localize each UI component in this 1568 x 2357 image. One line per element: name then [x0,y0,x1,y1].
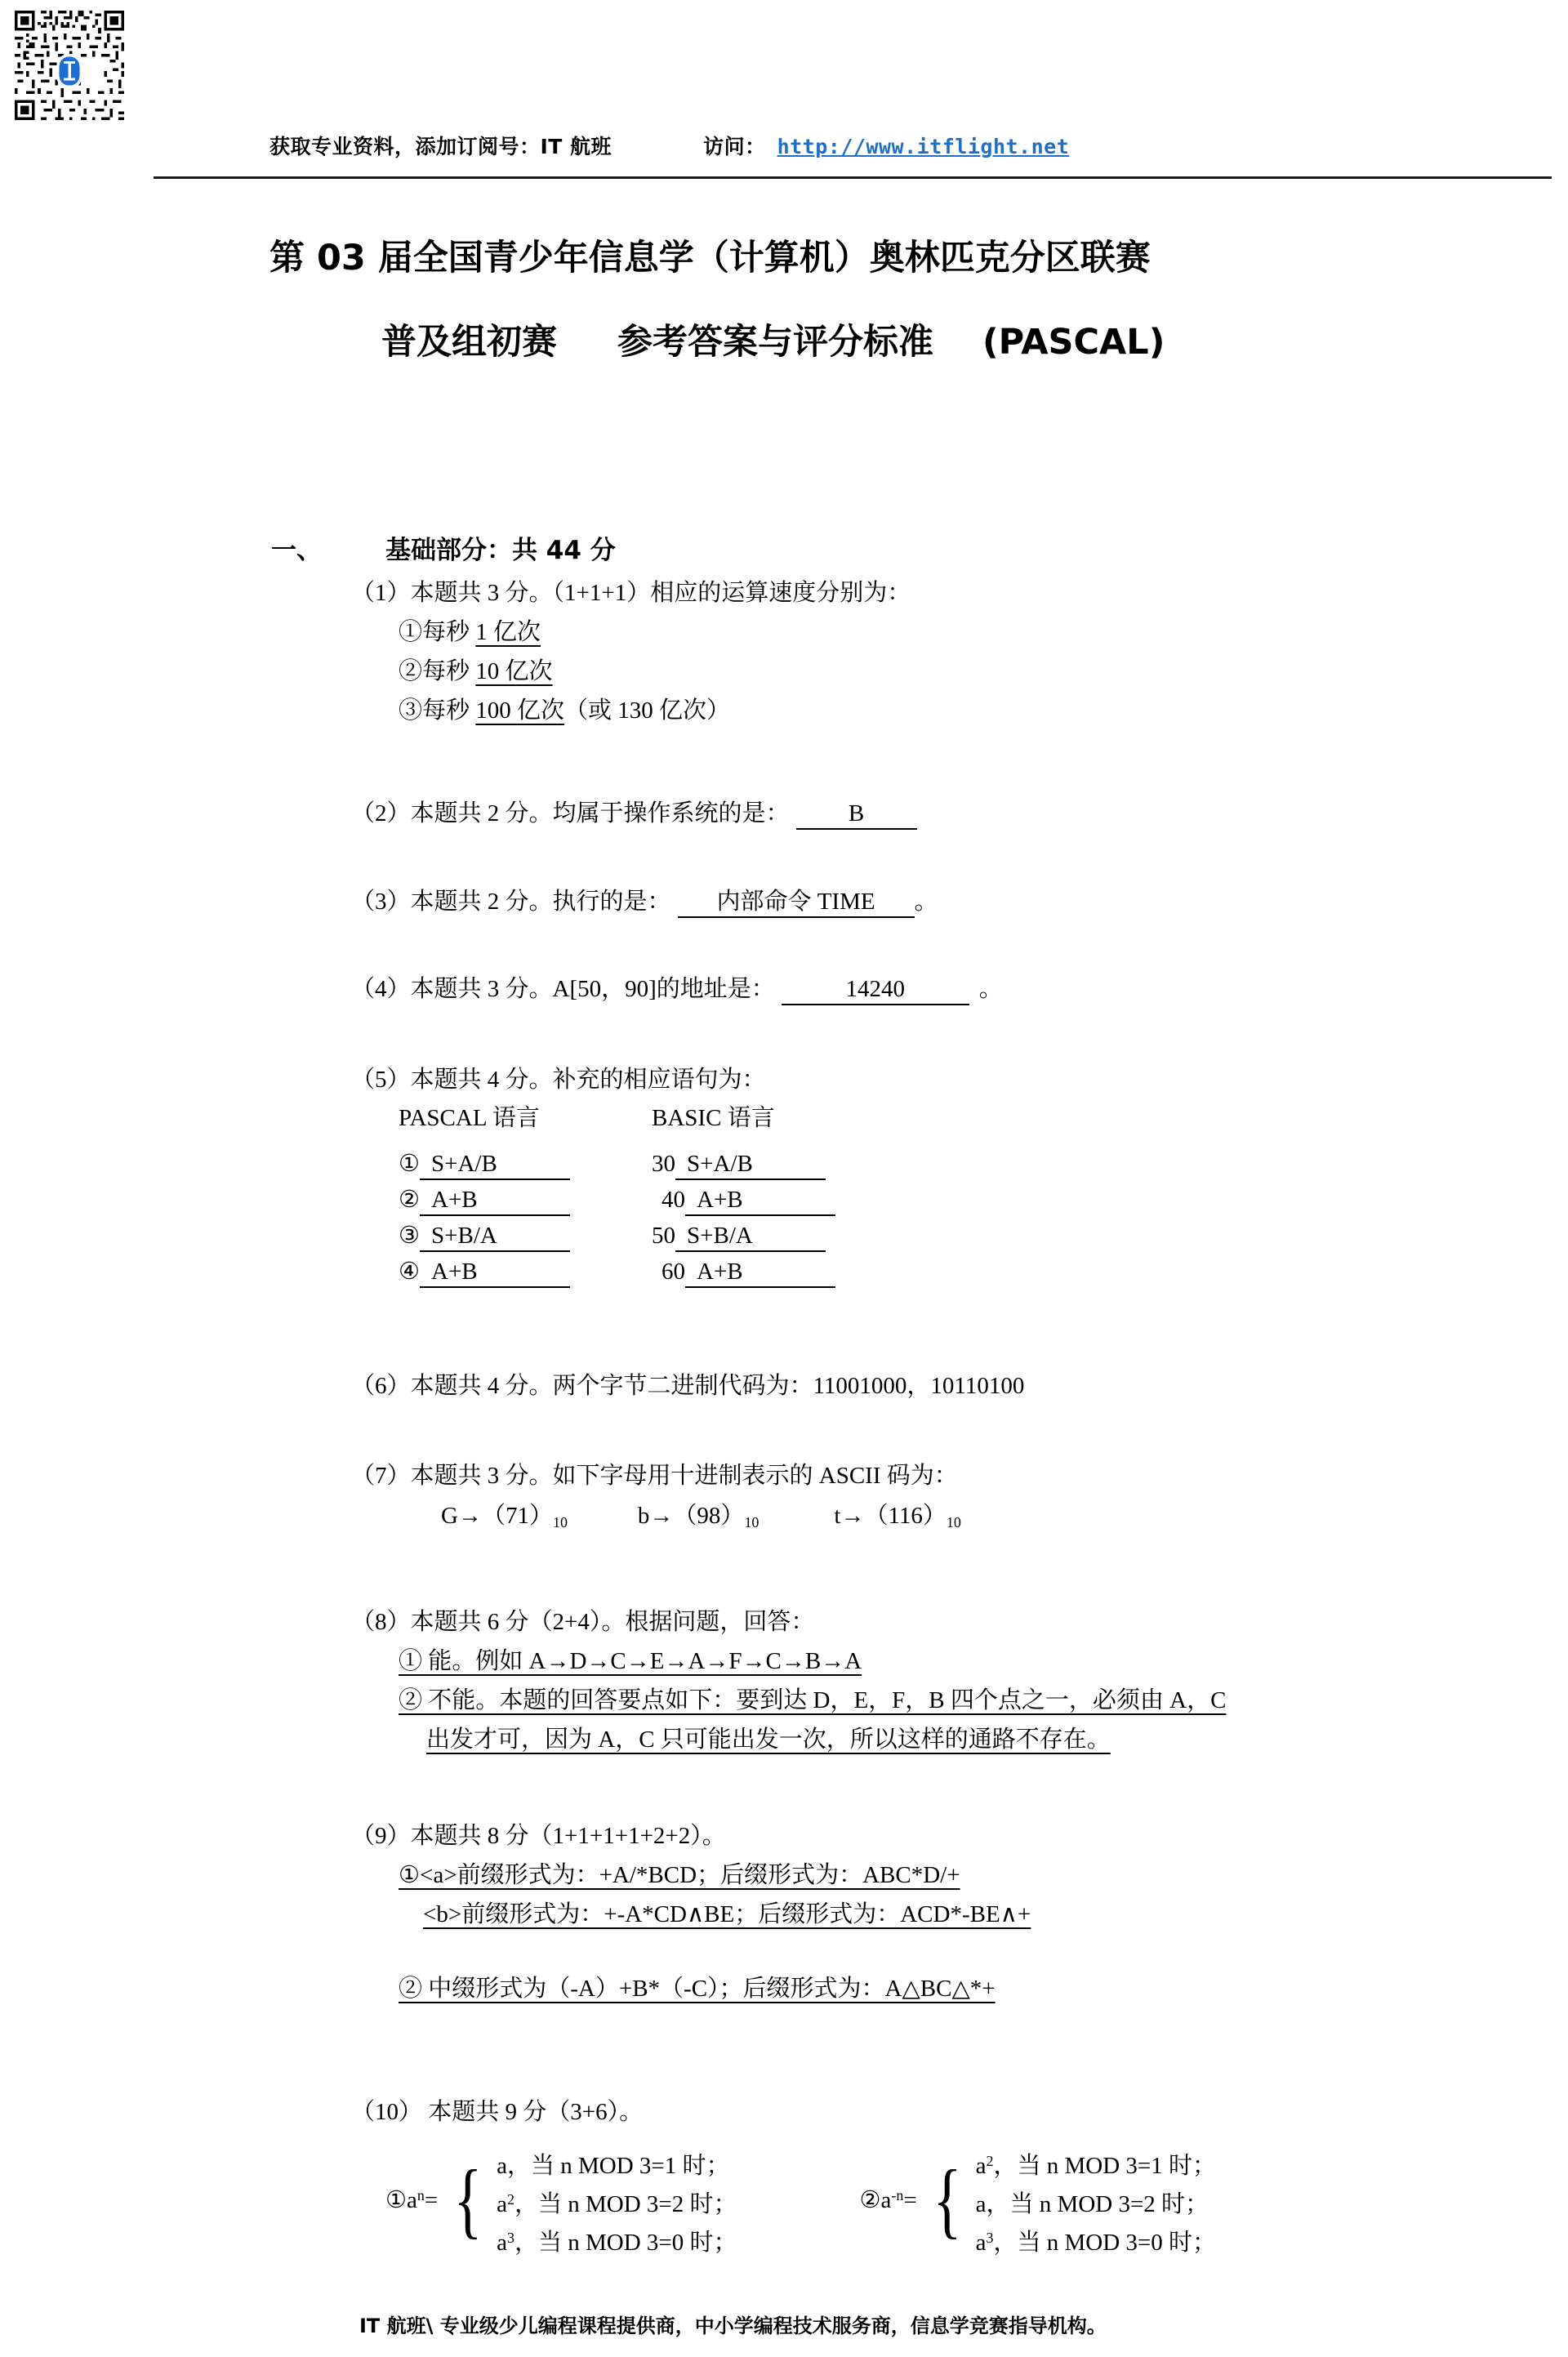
header-visit-label: 访问： [703,135,766,158]
subtitle-part-group: 普及组初赛 [381,322,557,363]
q10-case1-brace: { [453,2152,483,2247]
subtitle-part-language: (PASCAL) [982,322,1165,363]
q5-row1-right-marker: 30 [652,1151,675,1177]
page-title: 第 03 届全国青少年信息学（计算机）奥林匹克分区联赛 [270,238,1151,278]
q10-case1-label-equals: = [424,2186,439,2213]
question-1-item-2 [399,660,911,684]
question-2-lead: （2）本题共 2 分。均属于操作系统的是： [351,800,790,827]
question-7-ascii-row [441,1504,961,1530]
q5-row3-left-value: S+B/A [420,1224,570,1252]
q5-row2-left-value: A+B [420,1188,570,1216]
q10-case2-line1-exp: 2 [986,2153,994,2169]
q10-case1-line1-term: a [497,2152,508,2179]
question-10-cases [385,2142,1216,2257]
q10-case2-label-exponent: -n [891,2186,904,2203]
q5-row3-right-value: S+B/A [675,1224,826,1252]
header-divider [154,176,1552,179]
q1-item1-prefix: ①每秒 [399,619,476,645]
question-5 [351,1068,835,1296]
q5-row1-left-marker: ① [399,1151,420,1177]
q5-row4-right-marker: 60 [662,1259,685,1285]
q1-item3-answer: 100 亿次 [475,697,565,724]
question-6 [351,1375,1024,1398]
question-2-line [351,802,917,830]
question-9-answer-1b: <b>前缀形式为：+-A*CD∧BE；后缀形式为：ACD*-BE∧+ [423,1901,1031,1927]
question-9-lead: （9）本题共 8 分（1+1+1+1+2+2）。 [351,1823,726,1849]
question-10-lead: （10） 本题共 9 分（3+6）。 [351,2099,644,2125]
q10-case2-line-2 [976,2181,1216,2219]
q10-case1-line3-exp: 3 [507,2230,514,2246]
question-3-line [351,890,938,918]
q5-row-1 [351,1152,835,1188]
question-10-case-1 [385,2142,737,2257]
q10-case2-label [860,2188,917,2212]
q10-case1-line1-cond: ，当 n MOD 3=1 时； [507,2152,730,2179]
q10-case1-line2-exp: 2 [507,2191,514,2208]
question-9-answer-1a: ①<a>前缀形式为：+A/*BCD；后缀形式为：ABC*D/+ [399,1862,960,1888]
q10-case2-label-equals: = [903,2186,917,2213]
q5-row1-left-value: S+A/B [420,1152,570,1180]
q10-case2-brace: { [933,2152,962,2247]
q1-item3-prefix: ③每秒 [399,697,476,724]
footer-brand: IT 航班\ [359,2315,434,2337]
q1-item2-answer: 10 亿次 [475,658,553,684]
q10-case1-line-3 [497,2219,737,2257]
question-8-answer-2-line-2: 出发才可，因为 A，C 只可能出发一次，所以这样的通路不存在。 [426,1727,1111,1753]
q10-case2-line1-term: a [975,2152,987,2179]
q10-case1-line2-term: a [497,2190,508,2217]
q10-case2-line3-exp: 3 [986,2230,994,2246]
question-4-suffix: 。 [978,976,1003,1002]
subtitle-part-standard: 参考答案与评分标准 [617,322,933,363]
q1-item1-answer: 1 亿次 [475,619,541,645]
question-8 [351,1611,1226,1752]
question-2-answer: B [796,802,917,830]
section-heading [271,529,616,566]
question-4 [351,978,1003,1005]
question-4-lead: （4）本题共 3 分。A[50，90]的地址是： [351,976,775,1002]
q5-row4-left-marker: ④ [399,1259,420,1285]
q5-header-basic: BASIC 语言 [652,1105,775,1131]
page-footer [359,2310,1519,2338]
q10-case1-line3-cond: ，当 n MOD 3=0 时； [514,2229,737,2256]
q7-ascii-1 [441,1503,568,1529]
question-7 [351,1464,961,1530]
question-2 [351,802,917,830]
question-3-answer: 内部命令 TIME [678,890,915,918]
question-6-lead: （6）本题共 4 分。两个字节二进制代码为：11001000，10110100 [351,1373,1025,1399]
q5-row-2 [351,1188,835,1224]
q1-item3-suffix: （或 130 亿次） [564,697,731,724]
question-1-item-1 [399,621,911,644]
q5-row-4 [351,1260,835,1296]
question-7-lead: （7）本题共 3 分。如下字母用十进制表示的 ASCII 码为： [351,1463,958,1489]
question-3-lead: （3）本题共 2 分。执行的是： [351,889,671,915]
q7-ascii-1-base: 10 [552,1514,568,1531]
footer-tagline: 专业级少儿编程课程提供商，中小学编程技术服务商，信息学竞赛指导机构。 [433,2315,1107,2337]
question-9 [351,1825,1031,2001]
q10-case1-line-2 [497,2181,737,2219]
question-5-lead: （5）本题共 4 分。补充的相应语句为： [351,1067,766,1093]
q5-row-3 [351,1224,835,1260]
q10-case2-line3-term: a [975,2229,987,2256]
question-3-suffix: 。 [914,889,938,915]
q5-row4-right-value: A+B [685,1260,835,1288]
q7-ascii-2-letter: b→（98） [637,1503,745,1529]
q7-ascii-3-letter: t→（116） [834,1503,947,1529]
question-1-item-3 [399,699,911,723]
q7-ascii-1-letter: G→（71） [441,1503,553,1529]
q5-row1-right-value: S+A/B [675,1152,826,1180]
question-9-answer-2: ② 中缀形式为（-A）+B*（-C）；后缀形式为：A△BC△*+ [399,1976,996,2002]
qr-code-icon [8,5,131,126]
q10-case2-line2-term: a [975,2190,987,2217]
question-8-answer-2-line-1: ② 不能。本题的回答要点如下：要到达 D，E，F，B 四个点之一，必须由 A，C [399,1687,1227,1713]
q5-header-pascal: PASCAL 语言 [399,1105,540,1131]
question-10-case-2 [860,2142,1217,2257]
question-4-line [351,978,1003,1005]
q5-row4-left-value: A+B [420,1260,570,1288]
q10-case2-line2-cond: ，当 n MOD 3=2 时； [986,2190,1209,2217]
page-subtitle [381,314,1165,364]
q10-case2-line3-cond: ，当 n MOD 3=0 时； [993,2229,1217,2256]
question-8-lead: （8）本题共 6 分（2+4）。根据问题，回答： [351,1609,815,1635]
q5-row3-right-marker: 50 [652,1223,675,1249]
q7-ascii-3-base: 10 [946,1514,961,1531]
q10-case2-line-1 [976,2142,1216,2181]
section-number: 一、 [271,536,322,565]
q5-row2-right-marker: 40 [662,1187,685,1213]
question-5-column-headers [351,1107,835,1143]
q10-case2-label-base: ②a [859,2186,892,2213]
question-1-lead: （1）本题共 3 分。（1+1+1）相应的运算速度分别为： [351,580,911,606]
header-website-link[interactable]: http://www.itflight.net [777,135,1070,158]
q10-case2-line1-cond: ，当 n MOD 3=1 时； [993,2152,1217,2179]
q7-ascii-2-base: 10 [744,1514,760,1531]
header-text-row [270,131,1568,168]
q10-case1-line3-term: a [497,2229,508,2256]
q1-item2-prefix: ②每秒 [399,658,476,684]
q10-case1-label-exponent: n [416,2186,425,2203]
question-3 [351,890,938,918]
q5-row2-left-marker: ② [399,1187,420,1213]
q10-case1-label [385,2188,438,2212]
q7-ascii-3 [834,1503,960,1529]
q7-ascii-2 [638,1503,759,1529]
q10-case1-line2-cond: ，当 n MOD 3=2 时； [514,2190,737,2217]
question-4-answer: 14240 [782,978,969,1005]
section-title: 基础部分：共 44 分 [385,536,616,565]
question-1 [351,581,911,723]
page-header [0,0,1568,204]
q5-row2-right-value: A+B [685,1188,835,1216]
q10-case2-line-3 [976,2219,1216,2257]
q10-case1-line-1 [497,2142,737,2181]
question-8-answer-1: ① 能。例如 A→D→C→E→A→F→C→B→A [399,1648,862,1674]
q10-case1-label-base: ①a [385,2186,417,2213]
header-promo-text: 获取专业资料，添加订阅号：IT 航班 [270,135,612,158]
question-10 [351,2101,1216,2257]
q5-row3-left-marker: ③ [399,1223,420,1249]
